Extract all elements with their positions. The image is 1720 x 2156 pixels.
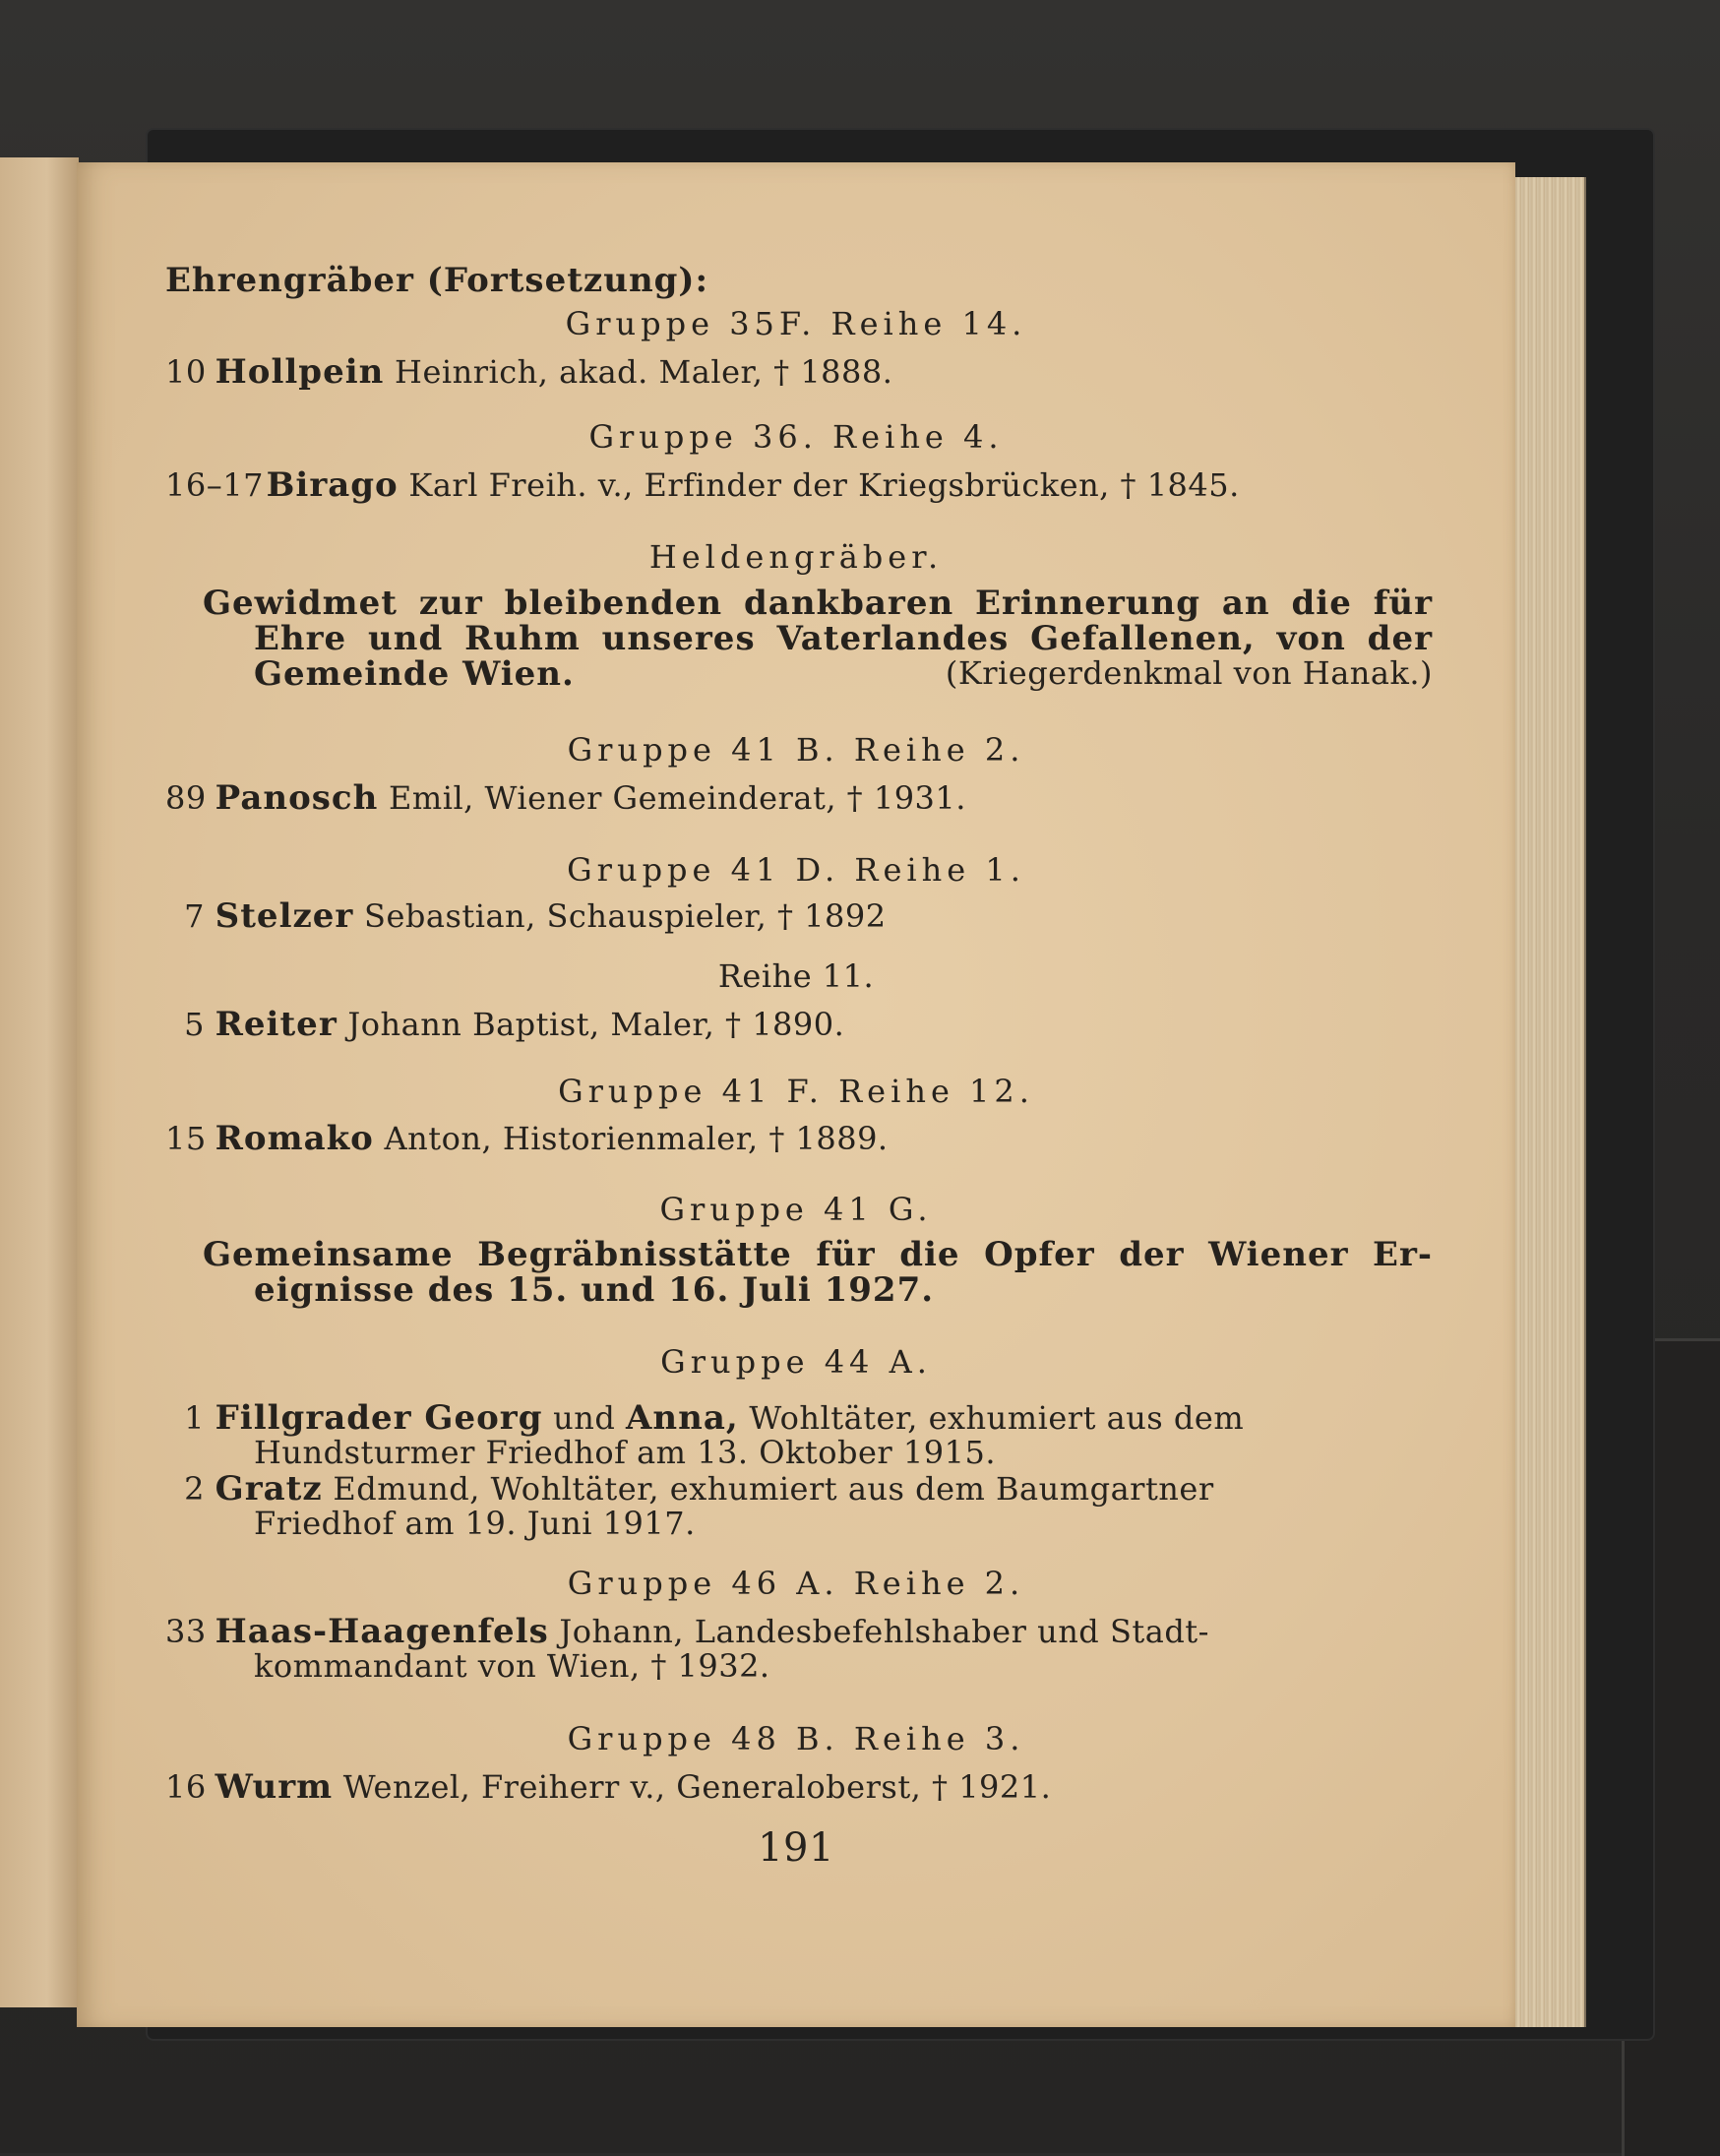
- entry-name: Romako: [215, 1119, 374, 1158]
- entry-name: Gratz: [215, 1469, 323, 1509]
- entry-name: Hollpein: [215, 352, 385, 392]
- dedication-line-1: Gewidmet zur bleibenden dankbaren Erinnerung an die für: [203, 584, 1433, 623]
- entry-details: Emil, Wiener Gemeinderat, † 1931.: [389, 779, 966, 817]
- entry-details: Anton, Historienmaler, † 1889.: [384, 1120, 889, 1157]
- entry-reiter: [165, 1005, 844, 1044]
- page-edges: [1505, 177, 1586, 2027]
- entry-haas-haagenfels: [165, 1612, 1209, 1651]
- heading: Ehrengräber (Fortsetzung):: [165, 261, 709, 300]
- entry-name: Reiter: [215, 1005, 338, 1044]
- entry-name: Haas-Haagenfels: [215, 1612, 549, 1651]
- entry-details: Wohltäter, exhumiert aus dem: [749, 1399, 1245, 1437]
- entry-name: Fillgrader Georg: [215, 1398, 543, 1438]
- entry-details: Karl Freih. v., Erfinder der Kriegsbrücken, † 1845.: [408, 466, 1240, 504]
- entry-stelzer: [165, 896, 887, 936]
- group-header-41b: Gruppe 41 B. Reihe 2.: [567, 731, 1025, 769]
- group-header-41d: Gruppe 41 D. Reihe 1.: [567, 851, 1025, 889]
- entry-haas-cont: kommandant von Wien, † 1932.: [254, 1647, 770, 1685]
- memorial-note: (Kriegerdenkmal von Hanak.): [945, 654, 1433, 692]
- book-page: [77, 162, 1515, 2027]
- entry-number: 7: [184, 897, 205, 935]
- entry-details: Johann Baptist, Maler, † 1890.: [347, 1006, 845, 1043]
- mass-grave-line-2: eignisse des 15. und 16. Juli 1927.: [254, 1270, 935, 1310]
- entry-details: Johann, Landesbefehlshaber und Stadt-: [559, 1613, 1209, 1650]
- mass-grave-line-1: Gemeinsame Begräbnisstätte für die Opfer der Wiener Er-: [203, 1235, 1433, 1274]
- page-text: [77, 162, 1515, 2027]
- entry-gratz: [165, 1469, 1214, 1509]
- group-header-46a: Gruppe 46 A. Reihe 2.: [567, 1565, 1025, 1602]
- entry-name-2: Anna,: [626, 1398, 739, 1438]
- entry-details: Sebastian, Schauspieler, † 1892: [364, 897, 887, 935]
- entry-number: 16: [165, 1768, 207, 1806]
- dedication-end: Gemeinde Wien.: [254, 654, 575, 694]
- entry-number: 1: [184, 1399, 205, 1437]
- entry-number: 10: [165, 353, 207, 391]
- left-page-edge: [0, 157, 79, 2007]
- dedication-line-2: Ehre und Ruhm unseres Vaterlandes Gefallenen, von der: [254, 619, 1433, 658]
- entry-details: Edmund, Wohltäter, exhumiert aus dem Baumgartner: [333, 1470, 1214, 1508]
- dedication-line-3: [254, 654, 1433, 694]
- group-header-36: Gruppe 36. Reihe 4.: [588, 418, 1004, 456]
- entry-number: 15: [165, 1120, 207, 1157]
- entry-name: Birago: [266, 465, 399, 505]
- group-header-48b: Gruppe 48 B. Reihe 3.: [567, 1720, 1025, 1757]
- entry-number: 33: [165, 1613, 207, 1650]
- group-header-35f: Gruppe 35F. Reihe 14.: [565, 305, 1027, 342]
- entry-wurm: [165, 1767, 1051, 1807]
- group-header-44a: Gruppe 44 A.: [660, 1343, 932, 1381]
- entry-romako: [165, 1119, 889, 1158]
- group-header-41f: Gruppe 41 F. Reihe 12.: [558, 1073, 1034, 1110]
- entry-number: 89: [165, 779, 207, 817]
- entry-fillgrader-cont: Hundsturmer Friedhof am 13. Oktober 1915.: [254, 1434, 996, 1471]
- entry-number: 2: [184, 1470, 205, 1508]
- entry-hollpein: [165, 352, 892, 392]
- entry-gratz-cont: Friedhof am 19. Juni 1917.: [254, 1505, 696, 1542]
- row-header-11: Reihe 11.: [717, 957, 875, 995]
- entry-fillgrader: [165, 1398, 1435, 1438]
- entry-details: Wenzel, Freiherr v., Generaloberst, † 1921.: [342, 1768, 1052, 1806]
- page-number: 191: [758, 1825, 834, 1871]
- entry-panosch: [165, 778, 966, 818]
- entry-name: Stelzer: [215, 896, 354, 936]
- heldengraeber-header: Heldengräber.: [648, 538, 944, 576]
- entry-number: 16–17: [165, 466, 264, 504]
- group-header-41g: Gruppe 41 G.: [659, 1191, 933, 1228]
- entry-conjunction: und: [553, 1399, 616, 1437]
- entry-name: Wurm: [215, 1767, 334, 1807]
- entry-number: 5: [184, 1006, 205, 1043]
- entry-birago: [165, 465, 1240, 505]
- entry-details: Heinrich, akad. Maler, † 1888.: [395, 353, 893, 391]
- entry-name: Panosch: [215, 778, 379, 818]
